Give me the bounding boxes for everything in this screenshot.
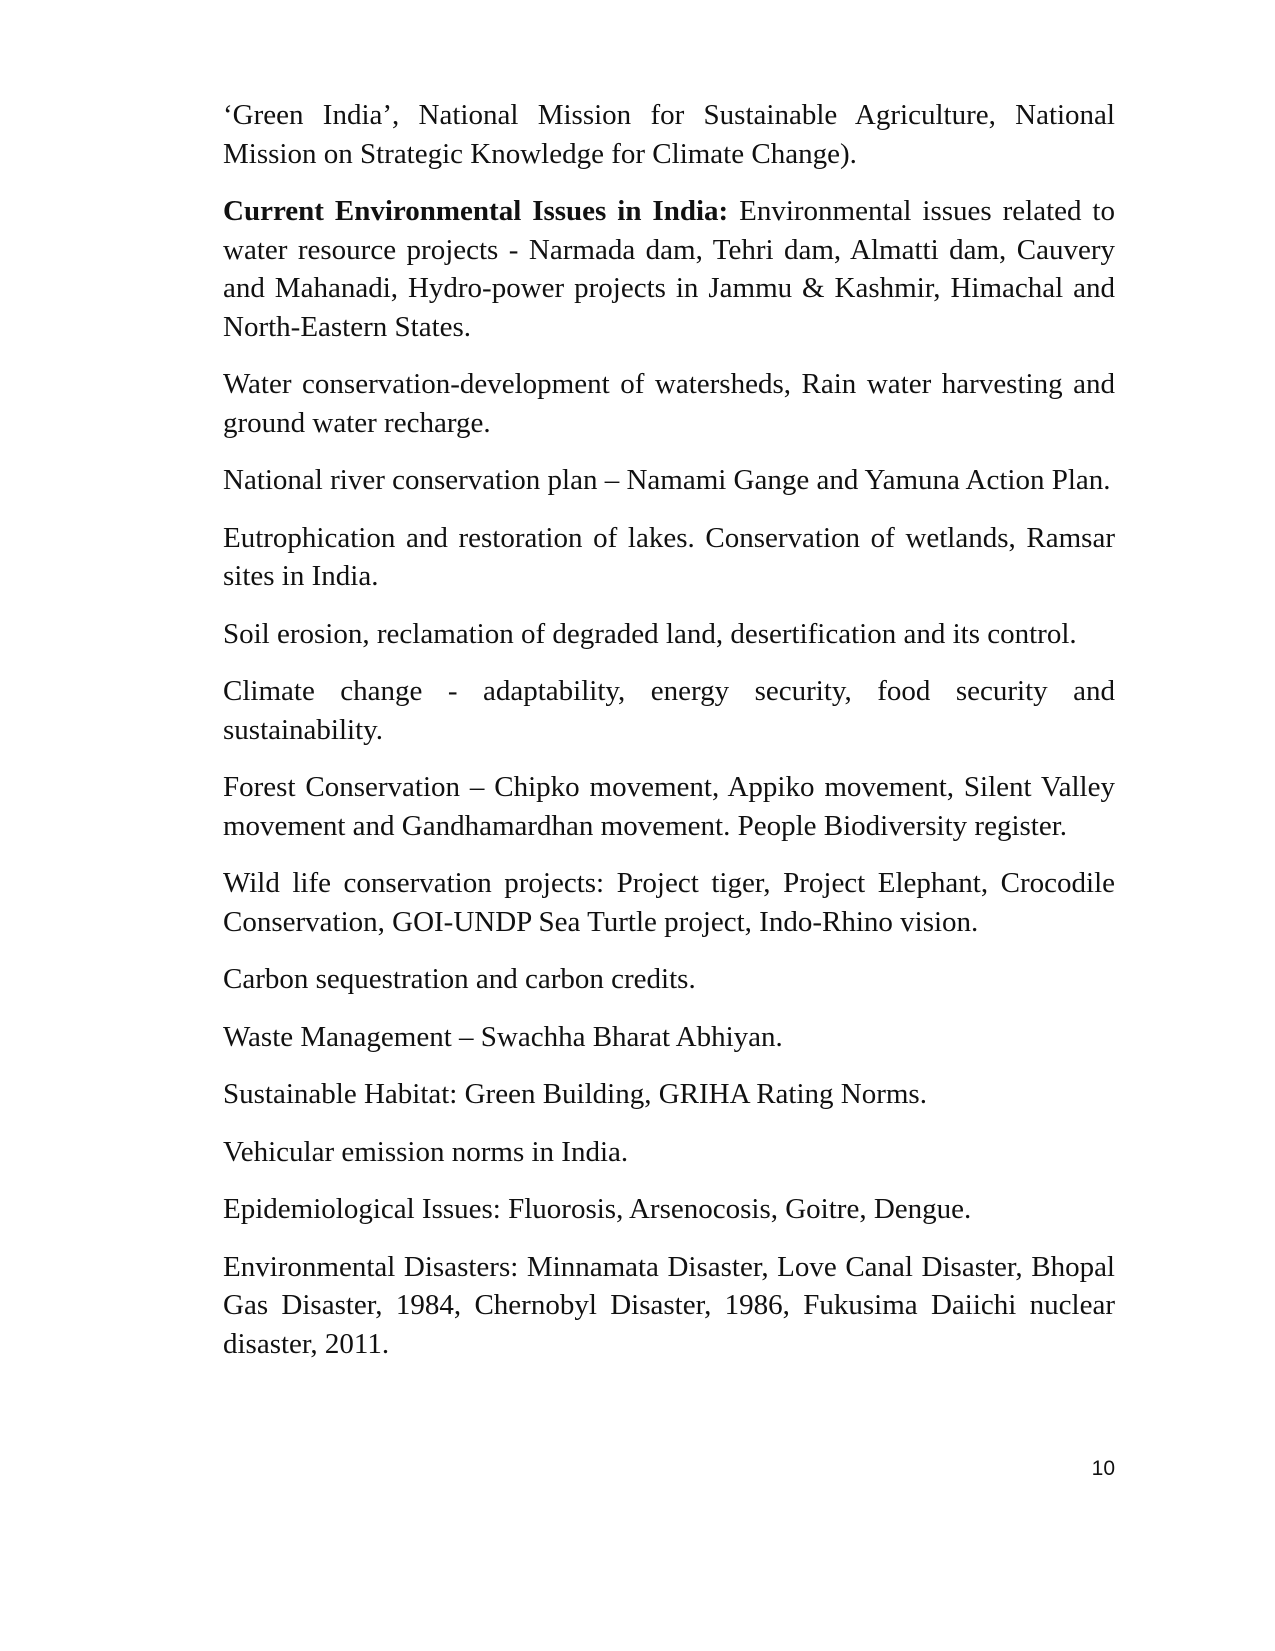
section-heading: Current Environmental Issues in India: — [223, 195, 729, 227]
page-number: 10 — [1091, 1457, 1115, 1480]
page-body — [223, 96, 1115, 1382]
paragraph-waste-management — [223, 1018, 1115, 1057]
paragraph-climate-change — [223, 672, 1115, 749]
paragraph-text: Epidemiological Issues: Fluorosis, Arsenocosis, Goitre, Dengue. — [223, 1193, 972, 1225]
paragraph-text: Forest Conservation – Chipko movement, Appiko movement, Silent Valley movement and Gandhamardhan movement. People Biodiversity register. — [223, 771, 1115, 842]
paragraph-text: Environmental Disasters: Minnamata Disaster, Love Canal Disaster, Bhopal Gas Disaster, 1984, Chernobyl Disaster, 1986, Fukusima Daiichi nuclear disaster, 2011. — [223, 1250, 1115, 1360]
paragraph-text: Vehicular emission norms in India. — [223, 1135, 629, 1168]
paragraph-green-india — [223, 96, 1115, 173]
paragraph-sustainable-habitat — [223, 1075, 1115, 1114]
paragraph-current-environmental-issues — [223, 192, 1115, 346]
paragraph-vehicular-emission — [223, 1133, 1115, 1172]
paragraph-text: Eutrophication and restoration of lakes. Conservation of wetlands, Ramsar sites in India. — [223, 521, 1115, 592]
paragraph-text: ‘Green India’, National Mission for Sustainable Agriculture, National Mission on Strategic Knowledge for Climate Change). — [223, 99, 1115, 170]
paragraph-text: National river conservation plan – Namami Gange and Yamuna Action Plan. — [223, 464, 1111, 496]
paragraph-text: Wild life conservation projects: Project tiger, Project Elephant, Crocodile Conservation, GOI-UNDP Sea Turtle project, Indo-Rhino vision. — [223, 867, 1115, 938]
paragraph-wildlife-conservation — [223, 864, 1115, 941]
paragraph-soil-erosion — [223, 615, 1115, 654]
paragraph-text: Sustainable Habitat: Green Building, GRIHA Rating Norms. — [223, 1078, 927, 1110]
paragraph-water-conservation — [223, 365, 1115, 442]
paragraph-environmental-disasters — [223, 1248, 1115, 1364]
paragraph-river-conservation — [223, 461, 1115, 500]
paragraph-epidemiological-issues — [223, 1190, 1115, 1229]
paragraph-forest-conservation — [223, 768, 1115, 845]
paragraph-text: Climate change - adaptability, energy security, food security and sustainability. — [223, 675, 1115, 746]
paragraph-text: Environmental issues related to water resource projects - Narmada dam, Tehri dam, Almatti dam, Cauvery and Mahanadi, Hydro-power projects in Jammu & Kashmir, Himachal and North-Eastern States. — [223, 195, 1115, 343]
paragraph-carbon-sequestration — [223, 960, 1115, 999]
paragraph-text: Waste Management – Swachha Bharat Abhiyan. — [223, 1020, 783, 1053]
paragraph-text: Soil erosion, reclamation of degraded land, desertification and its control. — [223, 617, 1077, 650]
paragraph-eutrophication — [223, 519, 1115, 596]
paragraph-text: Water conservation-development of watersheds, Rain water harvesting and ground water recharge. — [223, 368, 1115, 439]
paragraph-text: Carbon sequestration and carbon credits. — [223, 963, 696, 995]
